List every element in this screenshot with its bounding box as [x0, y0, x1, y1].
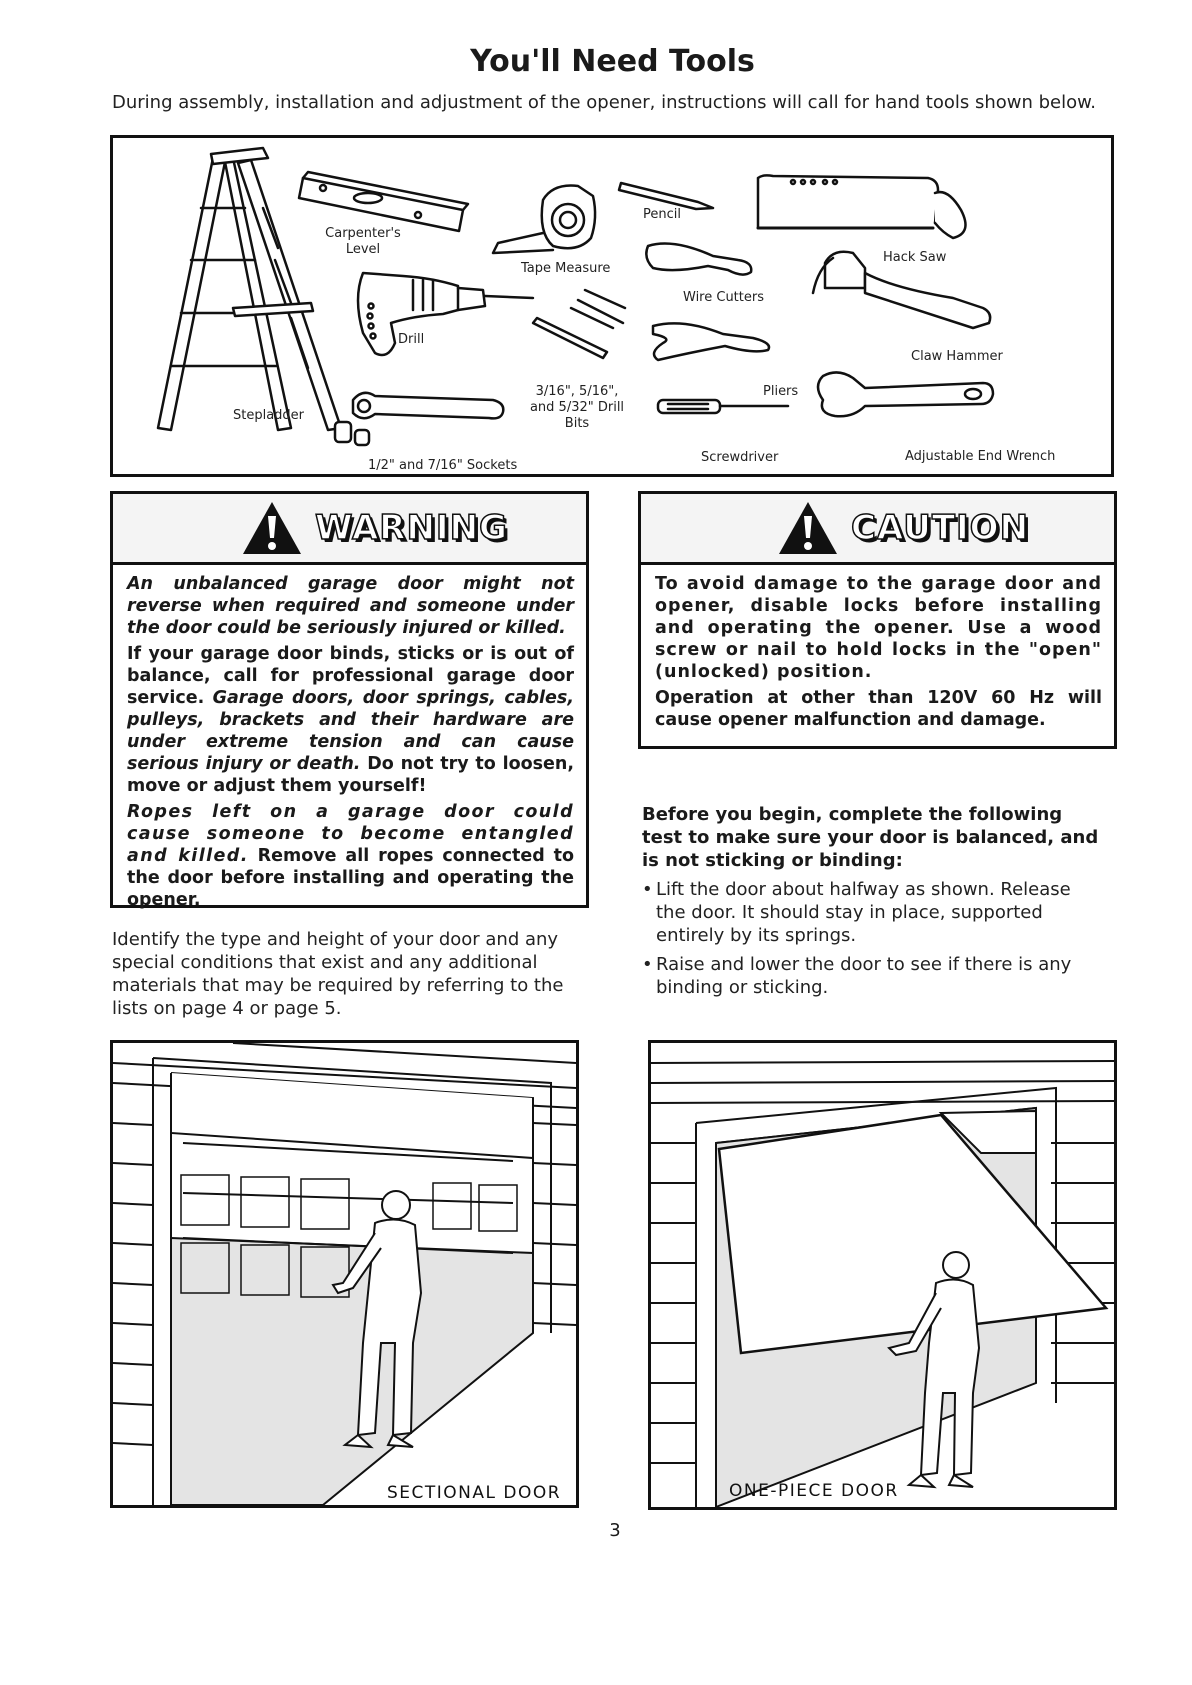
warning-panel	[110, 491, 589, 908]
page-title: You'll Need Tools	[470, 44, 755, 79]
label-drill: Drill	[398, 332, 425, 347]
screwdriver-icon	[658, 400, 788, 413]
warning-p1: An unbalanced garage door might not reverse when required and someone under the door could be seriously injured or killed.	[127, 574, 574, 638]
label-level: Carpenter's Level	[325, 226, 401, 257]
identify-text: Identify the type and height of your door and any special conditions that exist and any additional materials that may be required by referring to the lists on page 4 or page 5.	[112, 929, 564, 1019]
label-wrench: Adjustable End Wrench	[905, 449, 1056, 464]
ratchet-icon	[335, 393, 503, 445]
warning-p2b: Garage doors, door springs, cables, pulleys, brackets and their hardware are under extreme tension and can cause serious injury or death.	[127, 688, 574, 774]
balance-heading: Before you begin, complete the following test to make sure your door is balanced, and is not sticking or binding:	[642, 804, 1099, 871]
one-piece-door-figure	[648, 1040, 1117, 1510]
warning-p2a: If your garage door binds, sticks or is out of balance, call for professional garage door service.	[127, 644, 574, 708]
label-wire-cutters: Wire Cutters	[683, 290, 764, 305]
caution-p2: Operation at other than 120V 60 Hz will cause opener malfunction and damage.	[655, 688, 1102, 730]
intro-text: During assembly, installation and adjustment of the opener, instructions will call for hand tools shown below.	[112, 92, 1096, 113]
warning-p3a: Ropes left on a garage door could cause someone to become entangled and killed.	[127, 802, 574, 866]
warning-heading: WARNING	[315, 508, 508, 548]
sectional-door-drawing	[113, 1043, 576, 1505]
level-icon	[299, 172, 468, 231]
sectional-door-label: SECTIONAL DOOR	[387, 1483, 562, 1503]
label-hack-saw: Hack Saw	[883, 250, 947, 265]
caution-panel	[638, 491, 1117, 749]
sectional-door-figure	[110, 1040, 579, 1508]
page-number: 3	[609, 1520, 621, 1541]
warning-text	[113, 565, 586, 911]
caution-triangle-icon	[777, 500, 839, 556]
label-stepladder: Stepladder	[233, 408, 305, 423]
hack-saw-icon	[758, 175, 966, 238]
label-hammer: Claw Hammer	[911, 349, 1003, 364]
tape-measure-icon	[493, 186, 595, 253]
one-piece-door-drawing	[651, 1043, 1114, 1507]
label-pencil: Pencil	[643, 207, 681, 222]
tools-illustration	[110, 135, 1114, 477]
pliers-icon	[653, 323, 769, 360]
balance-test	[642, 803, 1104, 1005]
label-pliers: Pliers	[763, 384, 799, 399]
label-sockets: 1/2" and 7/16" Sockets	[368, 458, 518, 473]
label-bits: 3/16", 5/16", and 5/32" Drill Bits	[529, 384, 625, 431]
drill-bits-icon	[533, 290, 625, 358]
caution-header	[641, 494, 1114, 565]
warning-triangle-icon	[241, 500, 303, 556]
warning-p2c: Do not try to loosen, move or adjust them yourself!	[127, 754, 575, 796]
label-screwdriver: Screwdriver	[701, 450, 779, 465]
wrench-icon	[818, 372, 993, 416]
label-tape: Tape Measure	[521, 261, 611, 276]
warning-header	[113, 494, 586, 565]
wire-cutters-icon	[646, 244, 751, 275]
balance-bullet-2: • Raise and lower the door to see if there is any binding or sticking.	[642, 953, 1104, 999]
balance-bullet-1: • Lift the door about halfway as shown. Release the door. It should stay in place, supported entirely by its springs.	[642, 878, 1104, 947]
pencil-icon	[619, 183, 713, 209]
caution-p1: To avoid damage to the garage door and opener, disable locks before installing and operating the opener. Use a wood screw or nail to hold locks in the "open" (unlocked) position.	[655, 574, 1102, 682]
one-piece-door-label: ONE-PIECE DOOR	[729, 1481, 899, 1501]
caution-text	[641, 565, 1114, 731]
caution-heading: CAUTION	[851, 508, 1030, 548]
warning-p3b: Remove all ropes connected to the door before installing and operating the opener.	[127, 846, 575, 910]
drill-icon	[358, 273, 533, 355]
